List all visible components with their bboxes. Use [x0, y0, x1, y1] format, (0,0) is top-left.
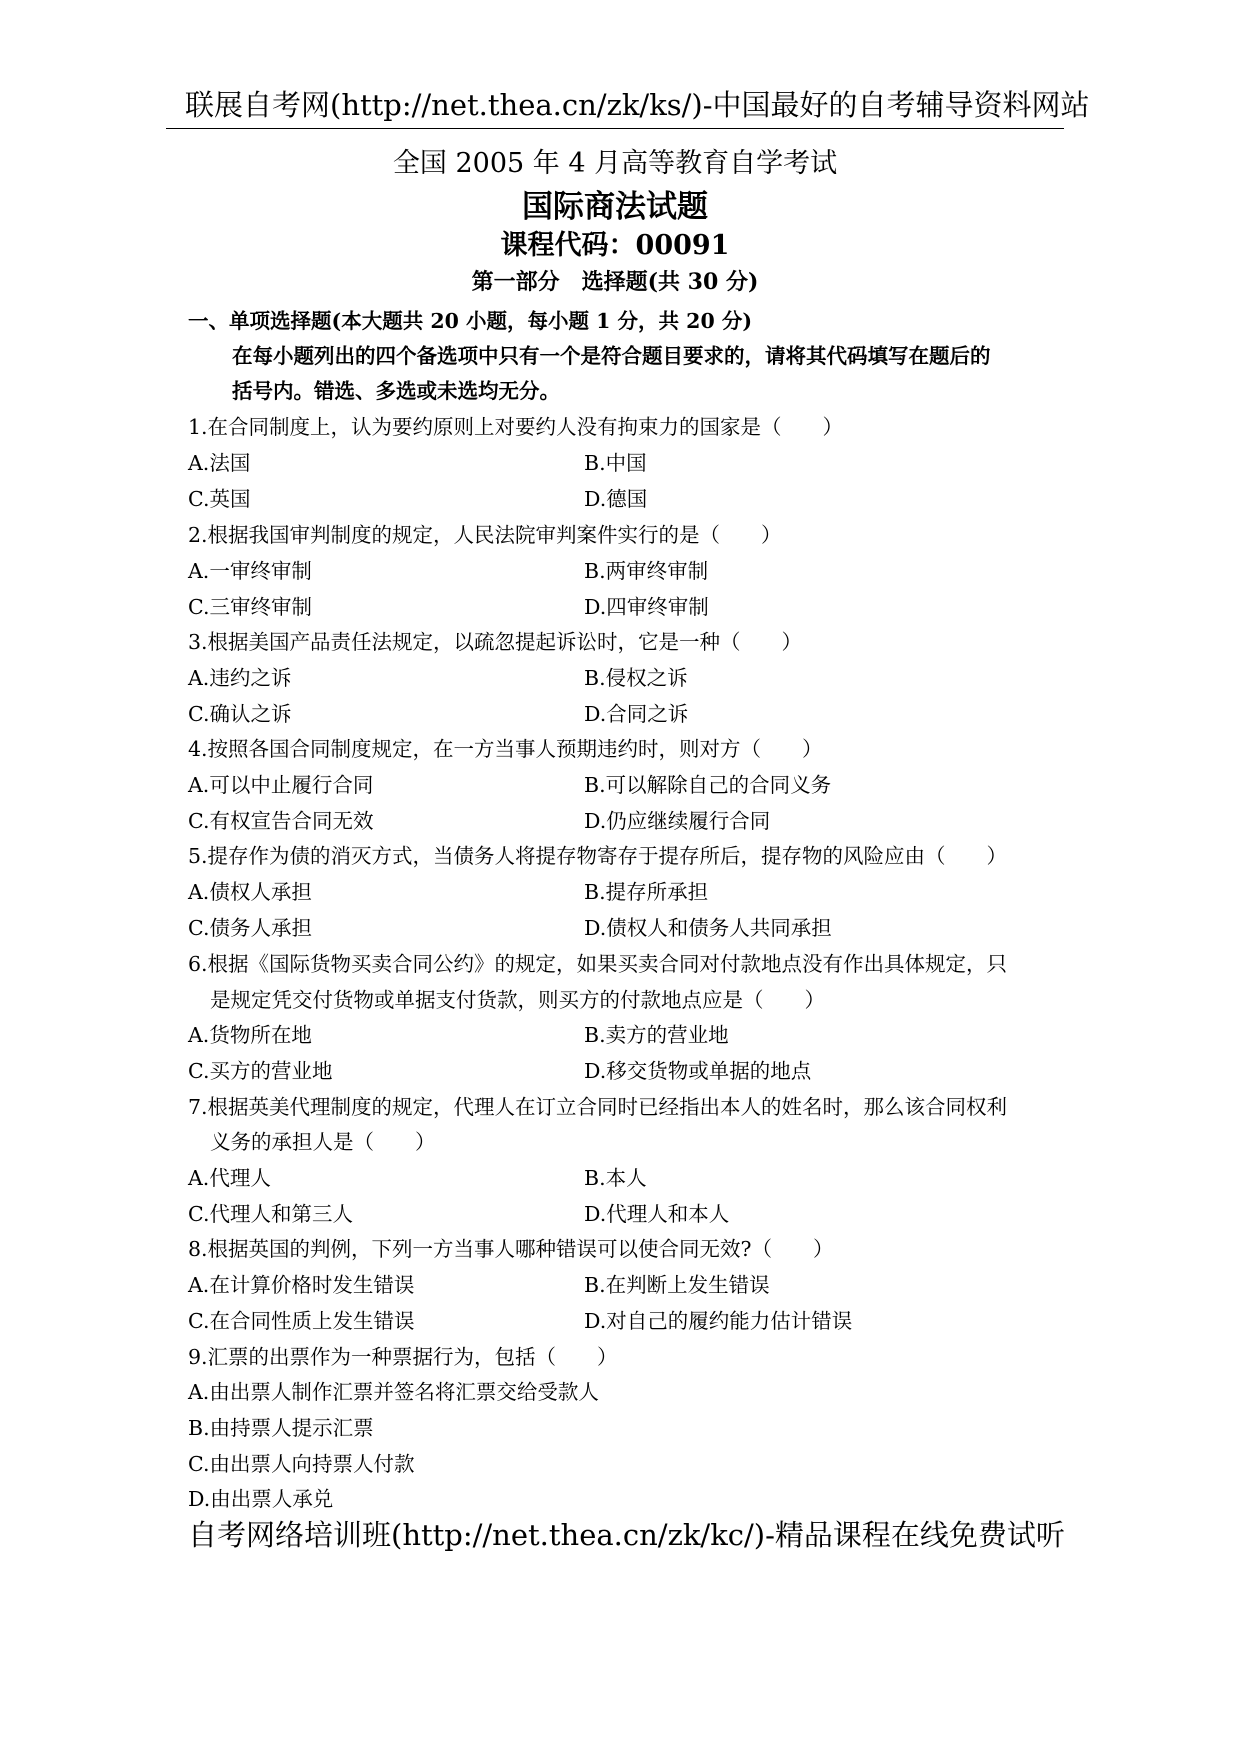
footer-link[interactable]: 自考网络培训班(http://net.thea.cn/zk/kc/)-精品课程在线免费试听 — [188, 1518, 1065, 1552]
question-4-option-a: A.可以中止履行合同 — [188, 773, 374, 797]
question-6-stem-line1: 6.根据《国际货物买卖合同公约》的规定，如果买卖合同对付款地点没有作出具体规定，只 — [188, 952, 1008, 976]
question-1-stem: 1.在合同制度上，认为要约原则上对要约人没有拘束力的国家是（ ） — [188, 415, 844, 439]
section-heading: 一、单项选择题(本大题共 20 小题，每小题 1 分，共 20 分) — [188, 309, 753, 333]
question-7-option-a: A.代理人 — [188, 1166, 271, 1190]
question-8-option-c: C.在合同性质上发生错误 — [188, 1309, 415, 1333]
question-8-option-b: B.在判断上发生错误 — [584, 1273, 770, 1297]
question-1-option-c: C.英国 — [188, 487, 251, 511]
question-4-option-b: B.可以解除自己的合同义务 — [584, 773, 832, 797]
question-3-option-d: D.合同之诉 — [584, 702, 689, 726]
question-3-stem: 3.根据美国产品责任法规定，以疏忽提起诉讼时，它是一种（ ） — [188, 630, 803, 654]
question-2-stem: 2.根据我国审判制度的规定，人民法院审判案件实行的是（ ） — [188, 523, 782, 547]
question-2-option-b: B.两审终审制 — [584, 559, 709, 583]
header-divider — [166, 128, 1064, 129]
question-7-option-d: D.代理人和本人 — [584, 1202, 730, 1226]
question-5-option-b: B.提存所承担 — [584, 880, 709, 904]
question-2-option-c: C.三审终审制 — [188, 595, 312, 619]
question-6-option-b: B.卖方的营业地 — [584, 1023, 729, 1047]
subject-title: 国际商法试题 — [522, 189, 708, 225]
question-8-stem: 8.根据英国的判例，下列一方当事人哪种错误可以使合同无效?（ ） — [188, 1237, 834, 1261]
part-title: 第一部分 选择题(共 30 分) — [471, 269, 759, 295]
question-5-option-a: A.债权人承担 — [188, 880, 312, 904]
question-7-option-b: B.本人 — [584, 1166, 647, 1190]
question-9-stem: 9.汇票的出票作为一种票据行为，包括（ ） — [188, 1345, 618, 1369]
question-3-option-b: B.侵权之诉 — [584, 666, 688, 690]
question-1-option-d: D.德国 — [584, 487, 648, 511]
question-2-option-d: D.四审终审制 — [584, 595, 709, 619]
question-6-stem-line2: 是规定凭交付货物或单据支付货款，则买方的付款地点应是（ ） — [210, 988, 825, 1012]
question-7-option-c: C.代理人和第三人 — [188, 1202, 353, 1226]
question-1-option-b: B.中国 — [584, 451, 647, 475]
question-4-option-c: C.有权宣告合同无效 — [188, 809, 374, 833]
question-5-option-d: D.债权人和债务人共同承担 — [584, 916, 832, 940]
question-2-option-a: A.一审终审制 — [188, 559, 312, 583]
question-5-stem: 5.提存作为债的消灭方式，当债务人将提存物寄存于提存所后，提存物的风险应由（ ） — [188, 844, 1008, 868]
question-3-option-a: A.违约之诉 — [188, 666, 292, 690]
header-link[interactable]: 联展自考网(http://net.thea.cn/zk/ks/)-中国最好的自考辅导资料网站 — [185, 88, 1090, 122]
question-4-stem: 4.按照各国合同制度规定，在一方当事人预期违约时，则对方（ ） — [188, 737, 823, 761]
question-8-option-a: A.在计算价格时发生错误 — [188, 1273, 415, 1297]
question-6-option-a: A.货物所在地 — [188, 1023, 312, 1047]
question-3-option-c: C.确认之诉 — [188, 702, 292, 726]
question-6-option-d: D.移交货物或单据的地点 — [584, 1059, 812, 1083]
question-8-option-d: D.对自己的履约能力估计错误 — [584, 1309, 853, 1333]
section-instruction-line1: 在每小题列出的四个备选项中只有一个是符合题目要求的，请将其代码填写在题后的 — [232, 344, 991, 368]
question-5-option-c: C.债务人承担 — [188, 916, 312, 940]
question-9-option-b: B.由持票人提示汇票 — [188, 1416, 374, 1440]
question-7-stem-line1: 7.根据英美代理制度的规定，代理人在订立合同时已经指出本人的姓名时，那么该合同权利 — [188, 1095, 1008, 1119]
question-7-stem-line2: 义务的承担人是（ ） — [210, 1130, 436, 1154]
course-code: 课程代码：00091 — [500, 230, 730, 261]
question-6-option-c: C.买方的营业地 — [188, 1059, 333, 1083]
question-4-option-d: D.仍应继续履行合同 — [584, 809, 771, 833]
question-1-option-a: A.法国 — [188, 451, 251, 475]
question-9-option-d: D.由出票人承兑 — [188, 1487, 334, 1511]
exam-title: 全国 2005 年 4 月高等教育自学考试 — [392, 148, 838, 179]
question-9-option-a: A.由出票人制作汇票并签名将汇票交给受款人 — [188, 1380, 599, 1404]
section-instruction-line2: 括号内。错选、多选或未选均无分。 — [232, 379, 560, 403]
question-9-option-c: C.由出票人向持票人付款 — [188, 1452, 415, 1476]
